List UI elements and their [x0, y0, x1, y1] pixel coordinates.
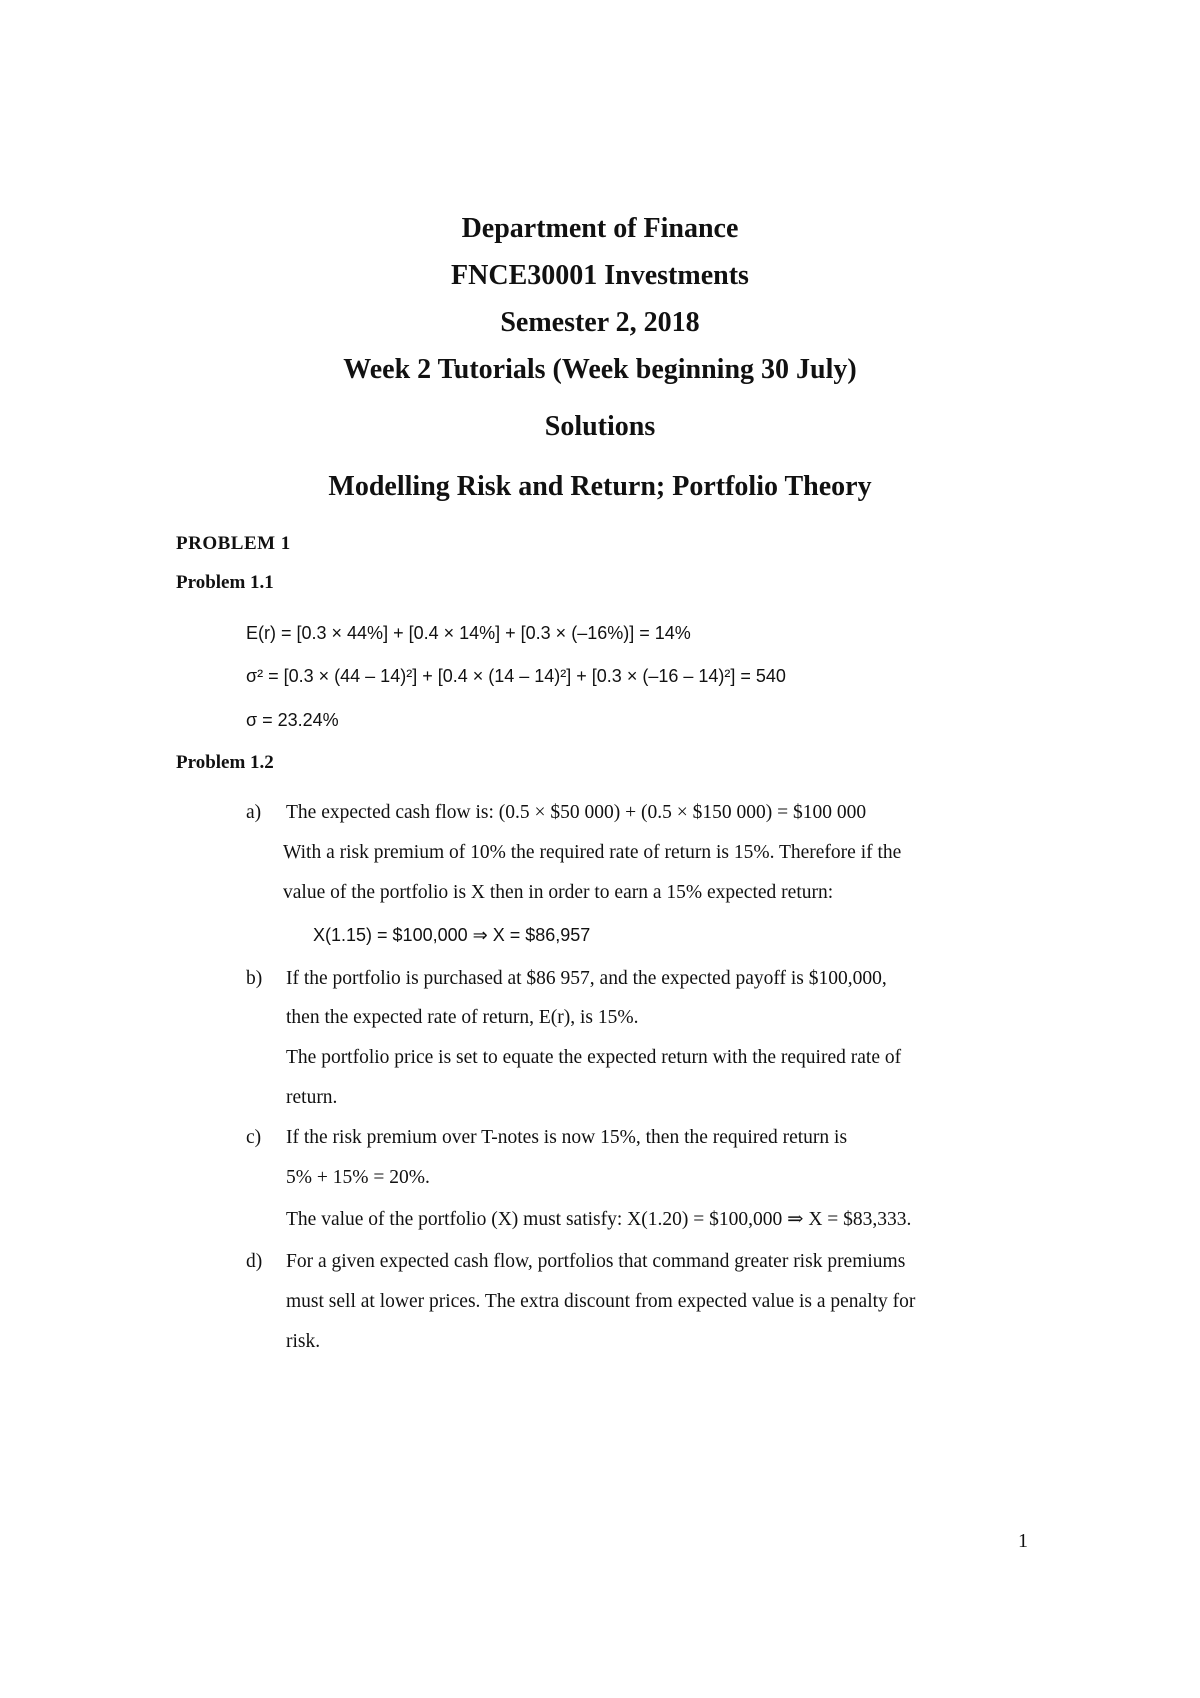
part-a-equation: X(1.15) = $100,000 ⇒ X = $86,957 [313, 925, 591, 945]
part-b-line: then the expected rate of return, E(r), is 15%. [286, 1007, 639, 1028]
part-b-label: b) [246, 968, 263, 989]
problem-1-heading: PROBLEM 1 [176, 533, 291, 554]
part-d-line: risk. [286, 1331, 321, 1352]
std-dev-equation: σ = 23.24% [246, 710, 339, 730]
part-b-line: The portfolio price is set to equate the expected return with the required rate of [286, 1047, 902, 1068]
part-a-line: The expected cash flow is: (0.5 × $50 000) + (0.5 × $150 000) = $100 000 [286, 802, 867, 823]
part-b-line: return. [286, 1087, 338, 1108]
part-c-line: If the risk premium over T-notes is now 15%, then the required return is [286, 1127, 848, 1148]
part-a-line: value of the portfolio is X then in order to earn a 15% expected return: [283, 882, 834, 903]
part-d-line: must sell at lower prices. The extra discount from expected value is a penalty for [286, 1291, 916, 1312]
course-title: FNCE30001 Investments [451, 260, 749, 291]
variance-equation: σ² = [0.3 × (44 – 14)²] + [0.4 × (14 – 14)²] + [0.3 × (–16 – 14)²] = 540 [246, 666, 786, 686]
part-b-line: If the portfolio is purchased at $86 957, and the expected payoff is $100,000, [286, 968, 887, 989]
part-d-label: d) [246, 1251, 263, 1272]
week-title: Week 2 Tutorials (Week beginning 30 July) [343, 354, 857, 385]
part-c-label: c) [246, 1127, 262, 1148]
part-c-line: The value of the portfolio (X) must satisfy: X(1.20) = $100,000 ⇒ X = $83,333. [286, 1209, 912, 1230]
topic-title: Modelling Risk and Return; Portfolio Theory [328, 471, 872, 502]
part-c-line: 5% + 15% = 20%. [286, 1167, 430, 1188]
department-title: Department of Finance [461, 213, 739, 244]
semester-title: Semester 2, 2018 [500, 307, 700, 338]
part-a-label: a) [246, 802, 262, 823]
page-number: 1 [1018, 1530, 1028, 1552]
problem-1-2-heading: Problem 1.2 [176, 752, 274, 773]
problem-1-1-heading: Problem 1.1 [176, 572, 274, 593]
part-a-line: With a risk premium of 10% the required rate of return is 15%. Therefore if the [283, 842, 902, 863]
doc-type-title: Solutions [544, 411, 656, 442]
part-d-line: For a given expected cash flow, portfolios that command greater risk premiums [286, 1251, 906, 1272]
expected-return-equation: E(r) = [0.3 × 44%] + [0.4 × 14%] + [0.3 × (–16%)] = 14% [246, 623, 691, 643]
